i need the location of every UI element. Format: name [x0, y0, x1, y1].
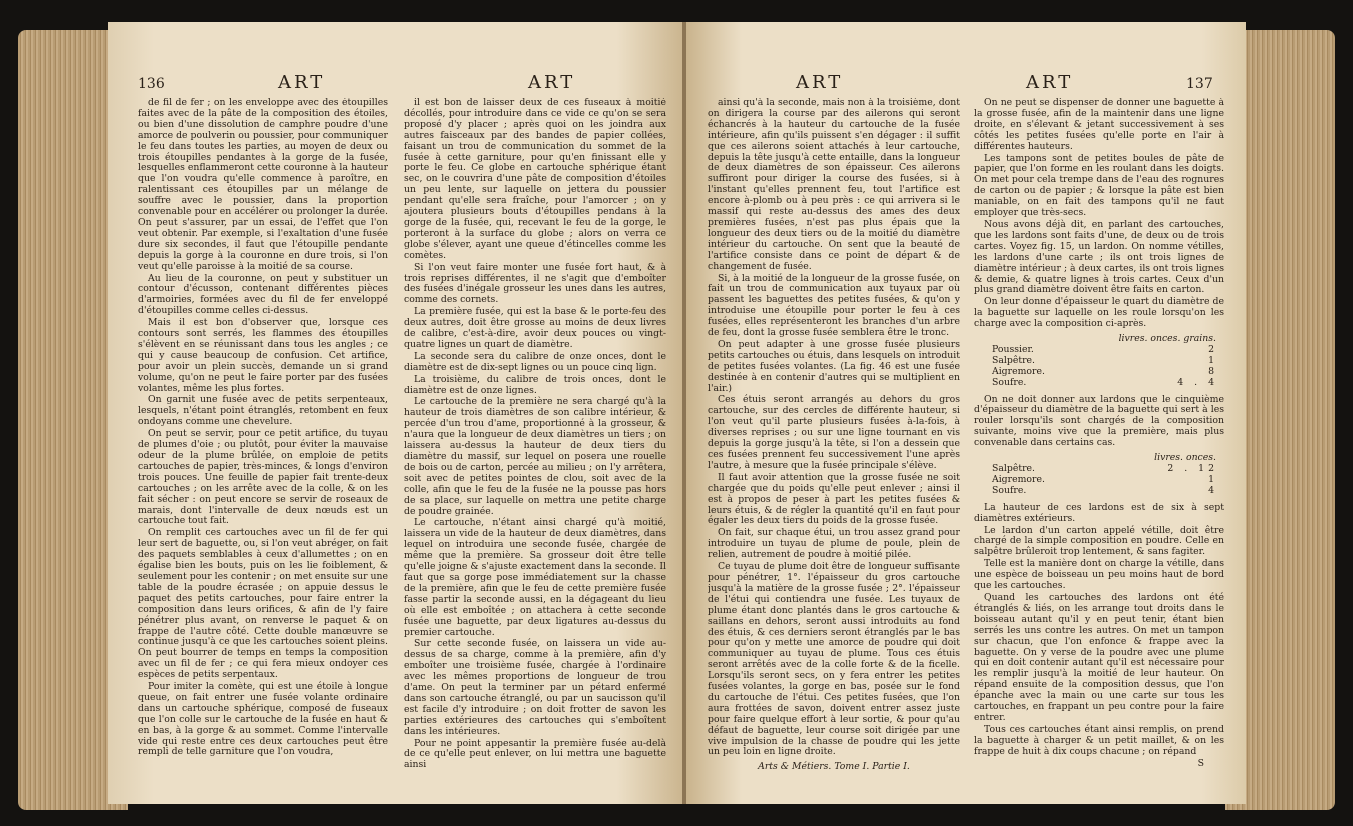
paragraph: Pour ne point appesantir la première fusée au-delà de ce qu'elle peut enlever, on lui mettra une baguette ainsi — [404, 737, 666, 771]
paragraph: La hauteur de ces lardons est de six à sept diamètres extérieurs. — [974, 501, 1224, 524]
paragraph: La première fusée, qui est la base & le porte-feu des deux autres, doit être grosse au moins de deux livres de calibre, c'est-à-dire, avoir deux pouces ou vingt-quatre lignes un quart de diamètre. — [404, 306, 666, 350]
composition-table-2 — [974, 453, 1224, 497]
right-page — [686, 22, 1246, 804]
paragraph: Pour imiter la comète, qui est une étoile à longue queue, on fait entrer une fusée volante ordinaire dans un cartouche sphérique, composé de fuseaux que l'on colle sur le cartouche de la fusée en haut & en bas, à la gorge & au sommet. Comme l'intervalle vide qui reste entre ces deux cartouches peut être rempli de telle garniture que l'on voudra, — [138, 681, 388, 758]
right-running-head-2: ART — [1026, 72, 1074, 93]
ingredient-name: Aigremore. — [992, 365, 1045, 377]
left-page-number: 136 — [138, 76, 165, 92]
right-page-number: 137 — [1186, 76, 1213, 92]
paragraph: Mais il est bon d'observer que, lorsque ces contours sont serrés, les flammes des étoupilles s'élèvent en se réunissant dans tous les angles ; ce qui y cause beaucoup de confusion. Cet artifice, pour avoir un plein succès, demande un si grand volume, qu'on ne peut le faire porter par des fusées volantes, même les plus fortes. — [138, 317, 388, 394]
ingredient-name: Soufre. — [992, 484, 1027, 496]
ingredient-amount: 4 . 4 — [1177, 376, 1218, 388]
ingredient-amount: 1 — [1208, 354, 1218, 366]
ingredient-name: Soufre. — [992, 376, 1027, 388]
paragraph: Le cartouche de la première ne sera chargé qu'à la hauteur de trois diamètres de son calibre intérieur, & percée d'un trou d'ame, proportionné à la grosseur, & n'aura que la longueur de deux diamètres un tiers ; on laissera au-dessus la hauteur de deux tiers du diamètre du massif, sur lequel on posera une rouelle de bois ou de carton, percée au milieu ; on l'y arrêtera, soit avec de petites pointes de clou, soit avec de la colle, afin que le feu de la fusée ne la pousse pas hors de sa place, sur laquelle on mettra une petite charge de poudre grainée. — [404, 396, 666, 517]
ingredient-name: Salpêtre. — [992, 463, 1035, 474]
right-running-head-1: ART — [796, 72, 844, 93]
left-page — [108, 22, 686, 804]
footer-credit: Arts & Métiers. Tome I. Partie I. — [758, 761, 910, 773]
paragraph: Ce tuyau de plume doit être de longueur suffisante pour pénétrer, 1°. l'épaisseur du gros cartouche jusqu'à la matière de la grosse fusée ; 2°. l'épaisseur de l'étui qui contiendra une fusée. Les tuyaux de plume étant donc plantés dans le gros cartouche & saillans en dehors, seront aussi introduits au fond des étuis, & ces derniers seront étranglés par le bas pour qu'on y mette une amorce de poudre qui doit communiquer au tuyau de plume. Tous ces étuis seront arrêtés avec de la colle forte & de la ficelle. Lorsqu'ils seront secs, on y fera entrer les petites fusées volantes, la gorge en bas, posée sur le fond du cartouche de l'étui. Ces petites fusées, que l'on aura frottées de savon, doivent entrer assez juste pour faire quelque effort à leur sortie, & pour qu'au défaut de baguette, leur course soit dirigée par une vive impulsion de la chasse de poudre qui les jette un peu loin en ligne droite. — [708, 561, 960, 758]
paragraph: Si, à la moitié de la longueur de la grosse fusée, on fait un trou de communication aux tuyaux par où passent les baguettes des petites fusées, & qu'on y introduise une étoupille pour porter le feu à ces fusées, elles représenteront les branches d'un arbre de feu, dont la grosse fusée semblera être le tronc. — [708, 272, 960, 339]
paragraph: Ces étuis seront arrangés au dehors du gros cartouche, sur des cercles de différente hauteur, si l'on veut qu'il parte plusieurs fusées à-la-fois, à diverses reprises ; ou sur une ligne tournant en vis depuis la gorge jusqu'à la tête, si l'on a dessein que ces fusées prennent feu successivement l'une après l'autre, à mesure que la fusée principale s'élève. — [708, 394, 960, 471]
signature-mark: S — [1197, 757, 1204, 769]
paragraph: ainsi qu'à la seconde, mais non à la troisième, dont on dirigera la course par des ailerons qui seront échancrés à la hauteur du cartouche de la fusée intérieure, afin qu'ils puissent s'en dégager : il suffit que ces ailerons soient attachés à leur cartouche, depuis la tête jusqu'à cette entaille, dans la longueur de deux diamètres de son épaisseur. Ces ailerons suffiront pour diriger la course des fusées, si à l'instant qu'elles prennent feu, tout l'artifice est encore à-plomb ou à peu près : ce qui arrivera si le massif qui reste au-dessus des ames des deux premières fusées, n'est pas plus épais que la longueur des deux tiers ou de la moitié du diamètre intérieur du cartouche. On sent que la beauté de l'artifice consiste dans ce point de départ & de changement de fusée. — [708, 98, 960, 272]
paragraph: Les tampons sont de petites boules de pâte de papier, que l'on forme en les roulant dans les doigts. On met pour cela trempe dans de l'eau des rognures de carton ou de papier ; & lorsque la pâte est bien maniable, on en fait des tampons qu'il ne faut employer que très-secs. — [974, 152, 1224, 219]
paragraph: Tous ces cartouches étant ainsi remplis, on prend la baguette à charger & un petit maillet, & on les frappe de huit à dix coups chacune ; on répand — [974, 723, 1224, 757]
left-column-1 — [138, 98, 388, 788]
paragraph: On fait, sur chaque étui, un trou assez grand pour introduire un tuyau de plume de poule, plein de relien, autrement de poudre à moitié pilée. — [708, 527, 960, 561]
paragraph: Nous avons déjà dit, en parlant des cartouches, que les lardons sont faits d'une, de deux ou de trois cartes. Voyez fig. 15, un lardon. On nomme vétilles, les lardons d'une carte ; ils ont trois lignes de diamètre intérieur ; à deux cartes, ils ont trois lignes & demie, & quatre lignes à trois cartes. Ceux d'un plus grand diamètre doivent être faits en carton. — [974, 218, 1224, 296]
paragraph: On ne peut se dispenser de donner une baguette à la grosse fusée, afin de la maintenir dans une ligne droite, en s'élevant & jetant successivement à ses côtés les petites fusées qu'elle porte en l'air à différentes hauteurs. — [974, 98, 1224, 152]
paragraph: La troisième, du calibre de trois onces, dont le diamètre est de onze lignes. — [404, 373, 666, 396]
paragraph: On garnit une fusée avec de petits serpenteaux, lesquels, n'étant point étranglés, retombent en feux ondoyans comme une chevelure. — [138, 394, 388, 428]
ingredient-amount: 1 — [1208, 473, 1218, 485]
paragraph: Il faut avoir attention que la grosse fusée ne soit chargée que du poids qu'elle peut enlever ; ainsi il est à propos de peser à part les petites fusées & leurs étuis, & de régler la quantité qu'il en faut pour égaler les deux tiers du poids de la grosse fusée. — [708, 471, 960, 527]
right-column-1 — [708, 98, 960, 788]
table-row — [974, 486, 1224, 497]
paragraph: On peut se servir, pour ce petit artifice, du tuyau de plumes d'oie ; ou plutôt, pour éviter la mauvaise odeur de la plume brûlée, on emploie de petits cartouches de papier, très-minces, & longs d'environ trois pouces. Une feuille de papier fait trente-deux cartouches ; on les arrête avec de la colle, & on les fait sécher : on peut encore se servir de roseaux de marais, dont l'intervalle de deux nœuds est un cartouche tout fait. — [138, 428, 388, 527]
table-2-header: livres. onces. — [1154, 452, 1216, 464]
paragraph: Au lieu de la couronne, on peut y substituer un contour d'écusson, contenant différentes pièces d'armoiries, formées avec du fil de fer enveloppé d'étoupilles comme celles ci-dessus. — [138, 272, 388, 317]
left-column-2 — [404, 98, 666, 788]
table-row — [974, 378, 1224, 389]
paragraph: On leur donne d'épaisseur le quart du diamètre de la baguette sur laquelle on les roule lorsqu'on les charge avec la composition ci-après. — [974, 296, 1224, 330]
paragraph: On ne doit donner aux lardons que le cinquième d'épaisseur du diamètre de la baguette qui sert à les rouler lorsqu'ils sont chargés de la composition suivante, moins vive que la première, mais plus convenable dans certains cas. — [974, 393, 1224, 449]
ingredient-amount: 8 — [1208, 365, 1218, 377]
left-running-head-1: ART — [278, 72, 326, 93]
ingredient-name: Salpêtre. — [992, 354, 1035, 366]
paragraph: Le cartouche, n'étant ainsi chargé qu'à moitié, laissera un vide de la hauteur de deux diamètres, dans lequel on introduira une seconde fusée, chargée de même que la première. Sa grosseur doit être telle qu'elle joigne & s'ajuste exactement dans la seconde. Il faut que sa gorge pose immédiatement sur la chasse de la première, afin que le feu de cette première fusée fasse partir la seconde aussi, en la dégageant du lieu où elle est emboîtée ; on attachera à cette seconde fusée une baguette, par deux ligatures au-dessus du premier cartouche. — [404, 517, 666, 638]
paragraph: Quand les cartouches des lardons ont été étranglés & liés, on les arrange tout droits dans le boisseau autant qu'il y en peut tenir, étant bien serrés les uns contre les autres. On met un tampon sur chacun, que l'on enfonce & frappe avec la baguette. On y verse de la poudre avec une plume qui en doit contenir autant qu'il est nécessaire pour les remplir jusqu'à la moitié de leur hauteur. On répand ensuite de la composition dessus, que l'on épanche avec la main ou une carte sur tous les cartouches, en frappant un peu contre pour la faire entrer. — [974, 591, 1224, 723]
composition-table-1 — [974, 334, 1224, 389]
paragraph: Si l'on veut faire monter une fusée fort haut, & à trois reprises différentes, il ne s'agit que d'emboîter des fusées d'inégale grosseur les unes dans les autres, comme des cornets. — [404, 261, 666, 306]
paragraph: On peut adapter à une grosse fusée plusieurs petits cartouches ou étuis, dans lesquels on introduit de petites fusées volantes. (La fig. 46 est une fusée destinée à en contenir d'autres qui se multiplient en l'air.) — [708, 338, 960, 394]
ingredient-amount: 4 — [1208, 484, 1218, 496]
table-1-header: livres. onces. grains. — [1118, 333, 1216, 345]
paragraph: de fil de fer ; on les enveloppe avec des étoupilles faites avec de la pâte de la composition des étoiles, ou bien d'une dissolution de camphre poudre d'une amorce de poulverin ou poussier, pour communiquer le feu dans toutes les parties, au moyen de deux ou trois étoupilles pendantes à la gorge de la fusée, lesquelles enflammeront cette couronne à la hauteur que l'on voudra qu'elle commence à paroître, en ralentissant ces étoupilles par un mélange de souffre avec le poussier, dans la proportion convenable pour en accélérer ou prolonger la durée. On peut s'assurer, par un essai, de l'effet que l'on veut obtenir. Par exemple, si l'exaltation d'une fusée dure six secondes, il faut que l'étoupille pendante depuis la gorge à la couronne en dure trois, si l'on veut qu'elle paroisse à la moitié de sa course. — [138, 98, 388, 272]
ingredient-name: Aigremore. — [992, 473, 1045, 485]
paragraph: il est bon de laisser deux de ces fuseaux à moitié décollés, pour introduire dans ce vide ce qu'on se sera proposé d'y placer ; après quoi on les joindra aux autres faisceaux par des bandes de papier collées, faisant un trou de communication du sommet de la fusée à cette garniture, pour qu'en finissant elle y porte le feu. Ce globe en cartouche sphérique étant sec, on le couvrira d'une pâte de composition d'étoiles un peu lente, sur laquelle on jettera du poussier pendant qu'elle sera fraîche, pour l'amorcer ; on y ajoutera plusieurs bouts d'étoupilles pendans à la gorge de la fusée, qui, recevant le feu de la gorge, le porteront à la surface du globe ; alors on verra ce globe s'élever, ayant une queue d'étincelles comme les comètes. — [404, 98, 666, 261]
left-running-head-2: ART — [528, 72, 576, 93]
paragraph: Telle est la manière dont on charge la vétille, dans une espèce de boisseau un peu moins haut de bord que les cartouches. — [974, 558, 1224, 592]
paragraph: La seconde sera du calibre de onze onces, dont le diamètre est de dix-sept lignes ou un pouce cinq lign. — [404, 350, 666, 373]
paragraph: Sur cette seconde fusée, on laissera un vide au-dessus de sa charge, comme à la première, afin d'y emboîter une troisième fusée, chargée à l'ordinaire avec les mêmes proportions de longueur de trou d'ame. On peut la terminer par un pétard enfermé dans son cartouche étranglé, ou par un saucisson qu'il est facile d'y introduire ; on doit frotter de savon les parties extérieures des cartouches qui s'emboîtent dans les intérieures. — [404, 638, 666, 737]
ingredient-amount: 2 . 12 — [1167, 463, 1218, 474]
right-column-2 — [974, 98, 1224, 788]
paragraph: On remplit ces cartouches avec un fil de fer qui leur sert de baguette, ou, si l'on veut abréger, on fait des paquets semblables à ceux d'allumettes ; on en égalise bien les bouts, puis on les lie foiblement, & seulement pour les contenir ; on met ensuite sur une table de la poudre écrasée ; on appuie dessus le paquet des petits cartouches, pour faire entrer la composition dans leurs orifices, & afin de l'y faire pénétrer plus avant, on renverse le paquet & on frappe de l'autre côté. Cette double manœuvre se continue jusqu'à ce que les cartouches soient pleins. On peut bourrer de temps en temps la composition avec un fil de fer ; ce qui fera mieux ondoyer ces espèces de petits serpentaux. — [138, 527, 388, 681]
ingredient-amount: 2 — [1208, 343, 1218, 355]
open-book — [18, 10, 1335, 816]
ingredient-name: Poussier. — [992, 343, 1034, 355]
paragraph: Le lardon d'un carton appelé vétille, doit être chargé de la simple composition en poudre. Celle en salpêtre brûleroit trop lentement, & sans fagiter. — [974, 524, 1224, 558]
